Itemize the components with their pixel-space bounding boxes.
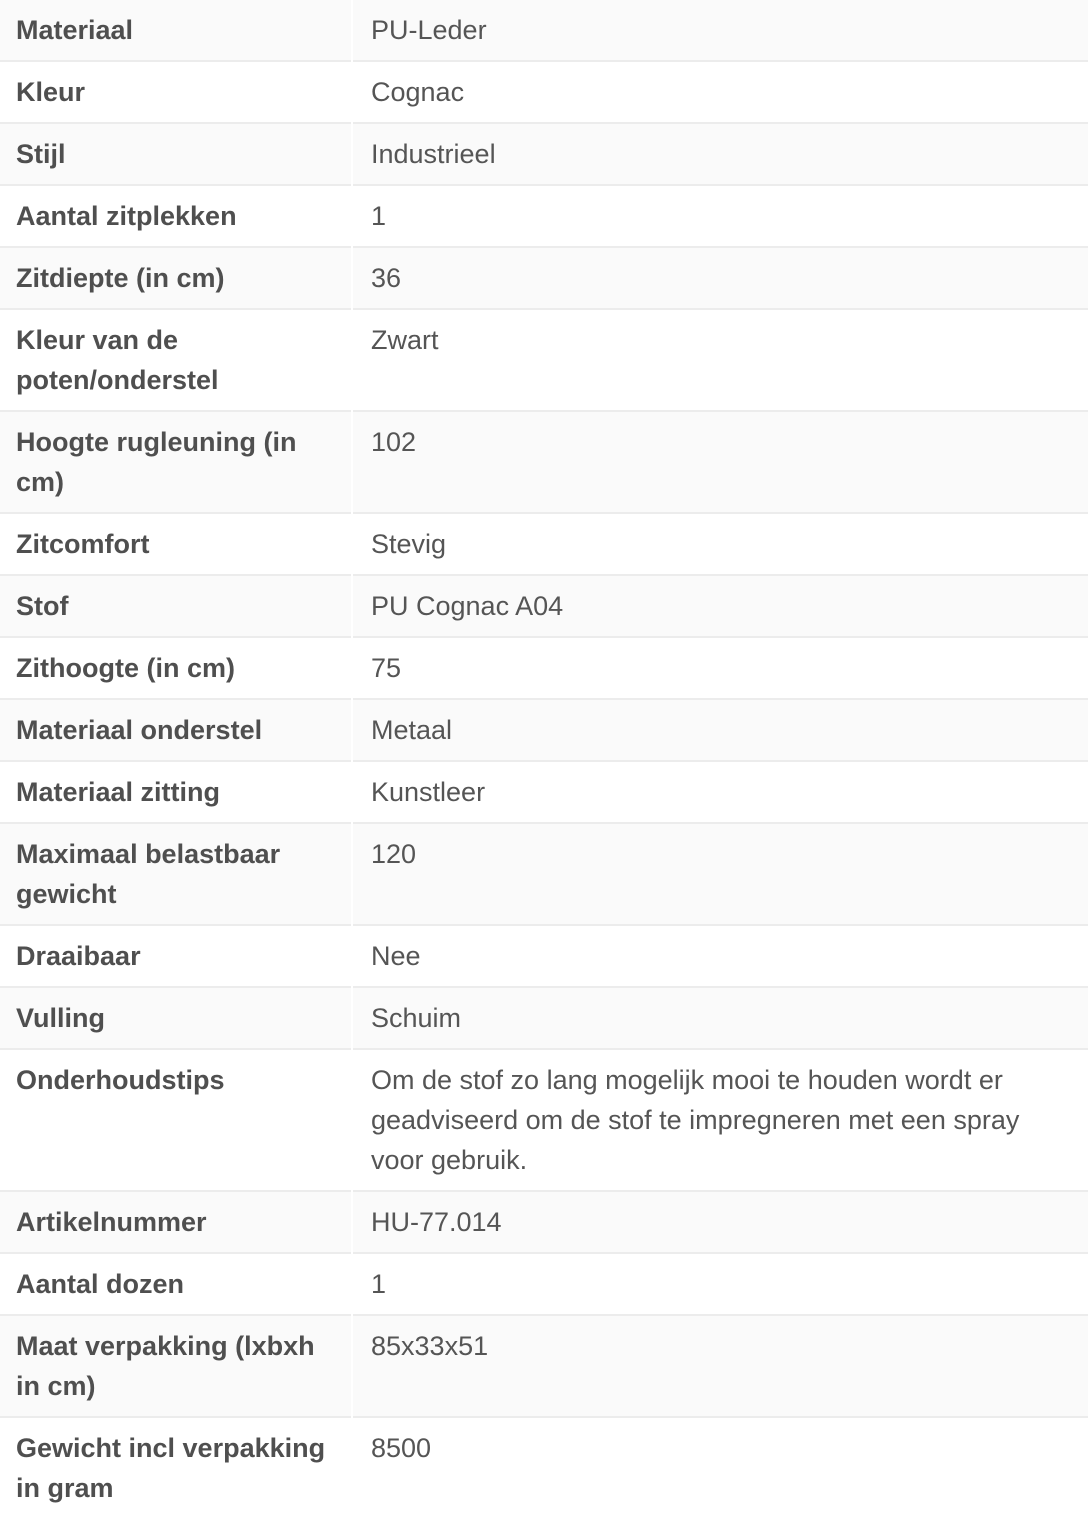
- spec-value: Kunstleer: [352, 761, 1088, 823]
- spec-value: Metaal: [352, 699, 1088, 761]
- spec-value: Cognac: [352, 61, 1088, 123]
- spec-value: 8500: [352, 1417, 1088, 1518]
- spec-value: Nee: [352, 925, 1088, 987]
- spec-label: Aantal zitplekken: [0, 185, 352, 247]
- spec-row-draaibaar: [0, 925, 1088, 987]
- spec-label: Onderhoudstips: [0, 1049, 352, 1191]
- spec-label: Zitdiepte (in cm): [0, 247, 352, 309]
- spec-row-stof: [0, 575, 1088, 637]
- spec-row-zitdiepte: [0, 247, 1088, 309]
- spec-label: Aantal dozen: [0, 1253, 352, 1315]
- spec-value: Schuim: [352, 987, 1088, 1049]
- spec-value: PU Cognac A04: [352, 575, 1088, 637]
- spec-label: Materiaal zitting: [0, 761, 352, 823]
- spec-label: Stijl: [0, 123, 352, 185]
- spec-label: Kleur: [0, 61, 352, 123]
- spec-row-kleur-poten: [0, 309, 1088, 411]
- spec-label: Artikelnummer: [0, 1191, 352, 1253]
- spec-row-zitcomfort: [0, 513, 1088, 575]
- spec-value: 75: [352, 637, 1088, 699]
- spec-row-maat-verpakking: [0, 1315, 1088, 1417]
- spec-value: 36: [352, 247, 1088, 309]
- spec-value: Zwart: [352, 309, 1088, 411]
- spec-row-artikelnummer: [0, 1191, 1088, 1253]
- spec-value: Om de stof zo lang mogelijk mooi te houden wordt er geadviseerd om de stof te impregneren met een spray voor gebruik.: [352, 1049, 1088, 1191]
- spec-row-gewicht-verpakking: [0, 1417, 1088, 1518]
- spec-value: PU-Leder: [352, 0, 1088, 61]
- spec-row-onderhoudstips: [0, 1049, 1088, 1191]
- spec-row-materiaal: [0, 0, 1088, 61]
- spec-label: Zithoogte (in cm): [0, 637, 352, 699]
- spec-label: Maat verpakking (lxbxh in cm): [0, 1315, 352, 1417]
- spec-value: 120: [352, 823, 1088, 925]
- spec-value: 1: [352, 185, 1088, 247]
- spec-label: Hoogte rugleuning (in cm): [0, 411, 352, 513]
- spec-value: Stevig: [352, 513, 1088, 575]
- spec-value: Industrieel: [352, 123, 1088, 185]
- spec-value: 1: [352, 1253, 1088, 1315]
- spec-row-maximaal-gewicht: [0, 823, 1088, 925]
- spec-row-aantal-dozen: [0, 1253, 1088, 1315]
- spec-label: Vulling: [0, 987, 352, 1049]
- spec-row-vulling: [0, 987, 1088, 1049]
- spec-row-stijl: [0, 123, 1088, 185]
- spec-label: Zitcomfort: [0, 513, 352, 575]
- spec-row-materiaal-onderstel: [0, 699, 1088, 761]
- spec-label: Maximaal belastbaar gewicht: [0, 823, 352, 925]
- spec-value: 85x33x51: [352, 1315, 1088, 1417]
- spec-label: Materiaal onderstel: [0, 699, 352, 761]
- spec-label: Materiaal: [0, 0, 352, 61]
- spec-label: Draaibaar: [0, 925, 352, 987]
- spec-label: Gewicht incl verpakking in gram: [0, 1417, 352, 1518]
- spec-label: Kleur van de poten/onderstel: [0, 309, 352, 411]
- spec-row-hoogte-rugleuning: [0, 411, 1088, 513]
- spec-value: 102: [352, 411, 1088, 513]
- spec-row-aantal-zitplekken: [0, 185, 1088, 247]
- spec-value: HU-77.014: [352, 1191, 1088, 1253]
- spec-label: Stof: [0, 575, 352, 637]
- spec-row-materiaal-zitting: [0, 761, 1088, 823]
- spec-row-zithoogte: [0, 637, 1088, 699]
- spec-row-kleur: [0, 61, 1088, 123]
